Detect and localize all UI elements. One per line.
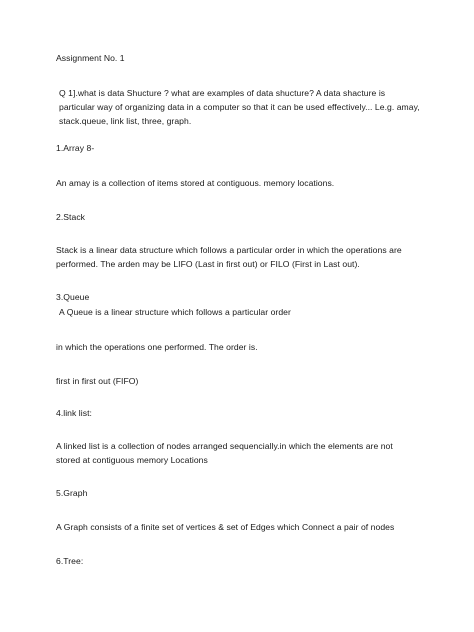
array-paragraph: An amay is a collection of items stored at contiguous. memory locations. xyxy=(56,178,335,188)
graph-paragraph: A Graph consists of a finite set of vertices & set of Edges which Connect a pair of nodes xyxy=(56,522,395,532)
link-list-paragraph: A linked list is a collection of nodes arranged sequencially.in which the elements are not stored at contiguous memory Locations xyxy=(56,441,393,465)
stack-paragraph: Stack is a linear data structure which follows a particular order in which the operations are performed. The arden may be LIFO (Last in first out) or FILO (First in Last out). xyxy=(56,245,402,269)
queue-paragraph-line-2: in which the operations one performed. The order is. xyxy=(56,342,258,352)
heading-queue: 3.Queue xyxy=(56,292,90,302)
heading-stack: 2.Stack xyxy=(56,212,86,222)
heading-tree: 6.Tree: xyxy=(56,556,84,566)
question-1-paragraph: Q 1].what is data Shucture ? what are examples of data shucture? A data shacture is particular way of organizing data in a computer so that it can be used effectively... Le.g. amay, stack.queue, link list, three, graph. xyxy=(59,88,420,126)
assignment-title: Assignment No. 1 xyxy=(56,53,125,63)
heading-graph: 5.Graph xyxy=(56,488,88,498)
queue-paragraph-line-1: A Queue is a linear structure which follows a particular order xyxy=(59,307,291,317)
heading-link-list: 4.link list: xyxy=(56,408,92,418)
heading-array: 1.Array 8- xyxy=(56,143,95,153)
queue-paragraph-line-3: first in first out (FIFO) xyxy=(56,376,139,386)
